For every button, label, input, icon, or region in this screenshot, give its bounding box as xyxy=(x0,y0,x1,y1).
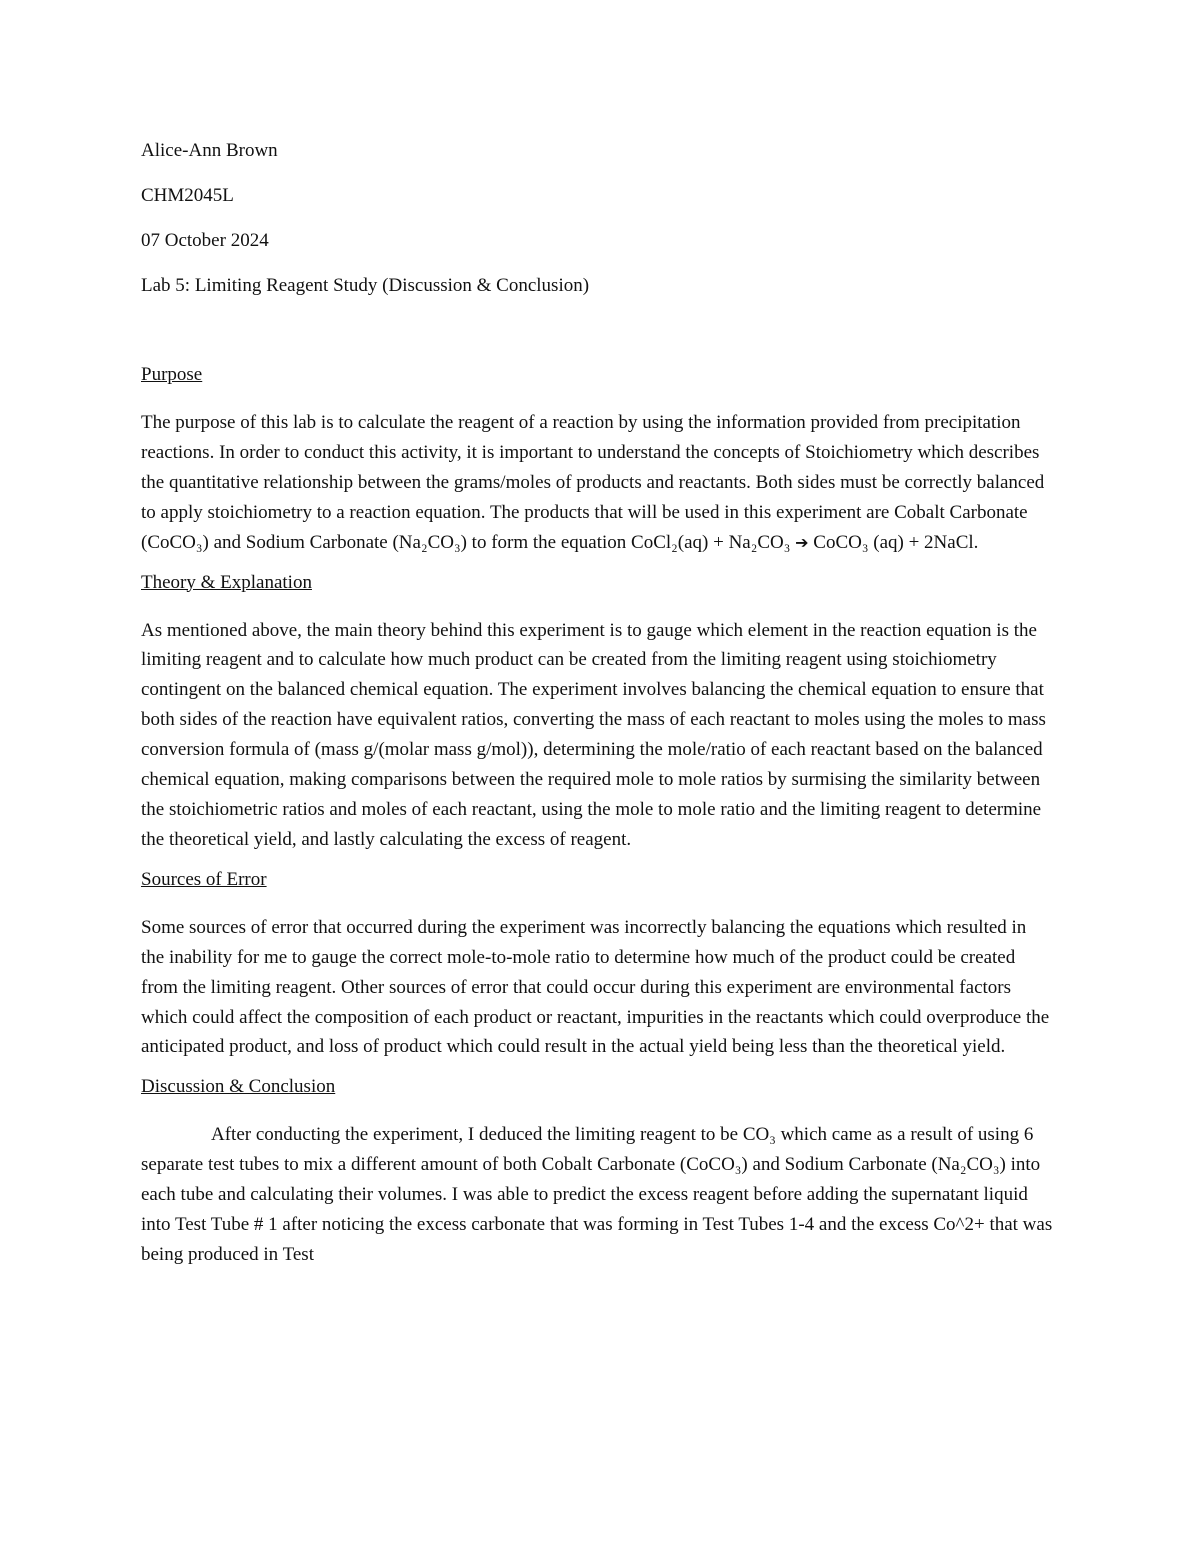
course-code: CHM2045L xyxy=(141,185,234,206)
errors-paragraph: Some sources of error that occurred during the experiment was incorrectly balancing the equations which resulted in the inability for me to gauge the correct mole-to-mole ratio to determine how much of the product could be created from the limiting reagent. Other sources of error that could occur during this experiment are environmental factors which could affect the composition of each product or reactant, impurities in the reactants which could overproduce the anticipated product, and loss of product which could result in the actual yield being less than the theoretical yield. xyxy=(141,916,1050,1058)
purpose-heading: Purpose xyxy=(141,364,203,385)
purpose-text: The purpose of this lab is to calculate the reagent of a reaction by using the information provided from precipitation reactions. In order to conduct this activity, it is important to understand the concepts of Stoichiometry which describes the quantitative relationship between the grams/moles of products and reactants. Both sides must be correctly balanced to apply stoichiometry to a reaction equation. The products that will be used in this experiment are Cobalt Carbonate (CoCO₃) and Sodium Carbonate (Na₂CO₃) to form the equation CoCl₂(aq) + Na₂CO₃ xyxy=(141,412,1045,553)
theory-paragraph: As mentioned above, the main theory behind this experiment is to gauge which element in the reaction equation is the limiting reagent and to calculate how much product can be created from the limiting reagent using stoichiometry contingent on the balanced chemical equation. The experiment involves balancing the chemical equation to ensure that both sides of the reaction have equivalent ratios, converting the mass of each reactant to moles using the moles to mass conversion formula of (mass g/(molar mass g/mol)), determining the mole/ratio of each reactant based on the balanced chemical equation, making comparisons between the required mole to mole ratios by surmising the similarity between the stoichiometric ratios and moles of each reactant, using the mole to mole ratio and the limiting reagent to determine the theoretical yield, and lastly calculating the excess of reagent. xyxy=(141,619,1046,850)
document-date: 07 October 2024 xyxy=(141,230,269,251)
errors-heading: Sources of Error xyxy=(141,868,267,890)
purpose-text-end: CoCO₃ (aq) + 2NaCl. xyxy=(808,531,979,553)
title-spacer xyxy=(141,320,1053,364)
author-name: Alice-Ann Brown xyxy=(141,140,278,161)
discussion-heading: Discussion & Conclusion xyxy=(141,1076,336,1098)
reaction-arrow-icon: ➔ xyxy=(795,532,809,552)
document-page xyxy=(141,140,1053,1284)
theory-heading: Theory & Explanation xyxy=(141,571,312,593)
discussion-paragraph: After conducting the experiment, I deduced the limiting reagent to be CO₃ which came as a result of using 6 separate test tubes to mix a different amount of both Cobalt Carbonate (CoCO₃) and Sodium Carbonate (Na₂CO₃) into each tube and calculating their volumes. I was able to predict the excess reagent before adding the supernatant liquid into Test Tube # 1 after noticing the excess carbonate that was forming in Test Tubes 1-4 and the excess Co^2+ that was being produced in Test xyxy=(141,1124,1053,1265)
document-title: Lab 5: Limiting Reagent Study (Discussion & Conclusion) xyxy=(141,275,590,296)
purpose-paragraph xyxy=(141,408,1053,558)
